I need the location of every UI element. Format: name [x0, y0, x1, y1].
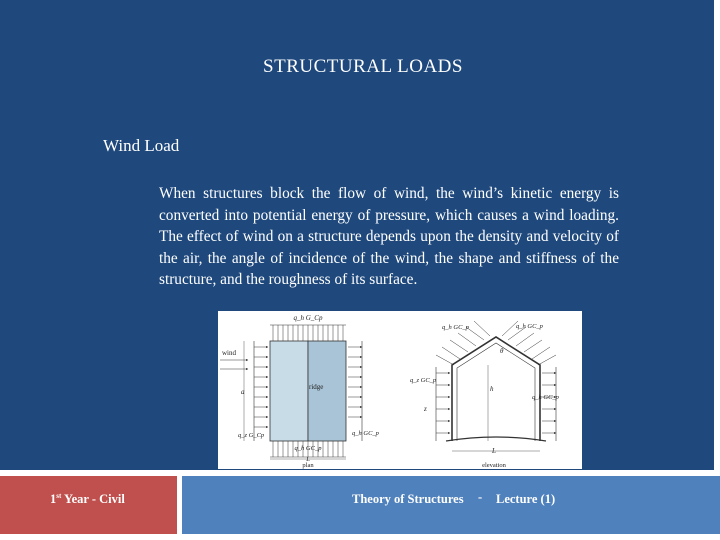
slide-subtitle: Wind Load: [103, 136, 180, 155]
plan-left-label: q_z G_Cp: [238, 432, 265, 439]
body-paragraph: When structures block the flow of wind, the wind’s kinetic energy is converted into potential energy of pressure, which causes a wind loading. The effect of wind on a structure depends upon the density and velocity of the air, the angle of incidence of the wind, the shape and stiffness of the structure, and the roughness of its surface.: [159, 185, 619, 289]
footer-year-suffix: Year - Civil: [61, 492, 125, 507]
elev-theta-label: θ: [500, 347, 504, 355]
plan-dim-l: L: [306, 456, 310, 463]
plan-wind-label: wind: [222, 349, 236, 357]
elev-dim-z: z: [424, 405, 427, 413]
footer-course-title: Theory of Structures: [352, 492, 464, 506]
elev-roof-left-label: q_h GC_p: [442, 324, 469, 331]
footer-separator: -: [478, 490, 483, 504]
elev-left-wall-label: q_z GC_p: [410, 377, 437, 384]
elev-dim-h: h: [490, 385, 494, 393]
elev-dim-l: L: [492, 447, 496, 455]
footer-year-box: [0, 476, 177, 534]
footer-lecture: Lecture (1): [496, 492, 556, 506]
slide-title: STRUCTURAL LOADS: [263, 56, 463, 77]
footer-year-number: 1: [50, 492, 57, 507]
plan-top-label: q_h G_Cp: [293, 314, 323, 322]
wind-load-figure: [218, 311, 582, 469]
plan-dim-a: a: [241, 388, 245, 396]
plan-right-label: q_h GC_p: [352, 430, 379, 437]
footer-year-sup: st: [56, 492, 62, 500]
footer-course-box: [182, 476, 720, 534]
plan-ridge-label: ridge: [309, 383, 324, 391]
elev-caption: elevation: [482, 462, 506, 469]
plan-caption: plan: [302, 462, 314, 469]
elev-roof-right-label: q_h GC_p: [516, 323, 543, 330]
elev-right-wall-label: q_h GC_p: [532, 394, 559, 401]
footer-year-text: [50, 492, 125, 507]
plan-view: [220, 314, 380, 469]
plan-bottom-label: q_h GC_p: [294, 445, 322, 452]
elevation-view: [410, 321, 560, 469]
